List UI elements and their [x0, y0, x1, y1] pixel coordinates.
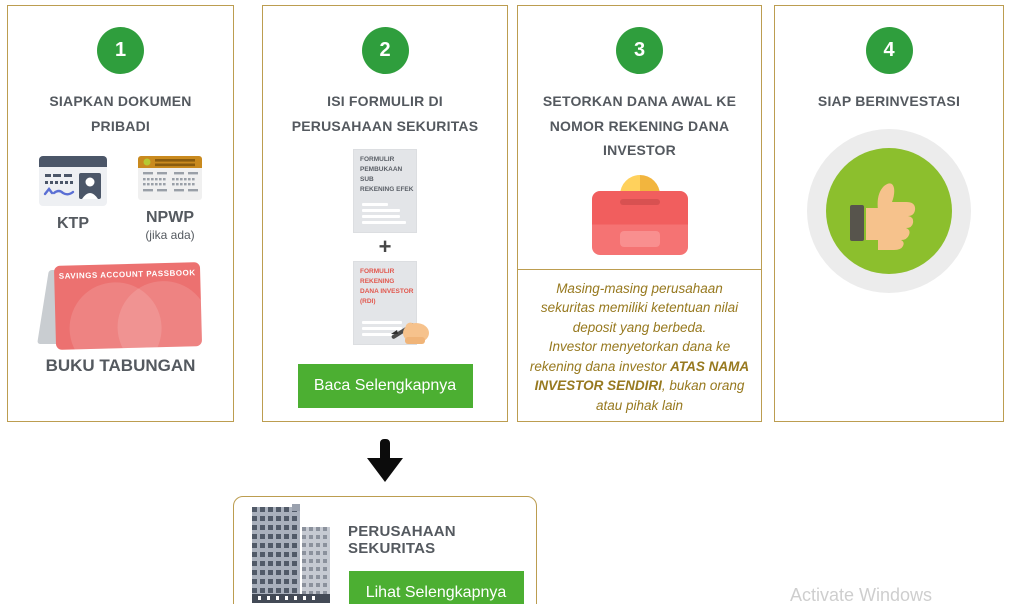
step-3-title: SETORKAN DANA AWAL KE NOMOR REKENING DANA INVESTOR: [542, 93, 737, 158]
plus-icon: +: [378, 234, 392, 259]
step-card-4: [774, 5, 1004, 422]
documents-row: [8, 156, 233, 242]
step-card-1: [7, 5, 234, 422]
step-number-badge: 3: [616, 27, 663, 74]
ktp-item: [39, 156, 107, 233]
step-number-badge: 1: [97, 27, 144, 74]
form-1-lines: [362, 200, 406, 224]
npwp-note: (jika ada): [145, 228, 195, 242]
activate-windows-watermark: Activate Windows: [790, 585, 933, 604]
step-1-title: SIAPKAN DOKUMEN PRIBADI: [49, 93, 192, 134]
perusahaan-sekuritas-card: [233, 496, 537, 604]
form-rekening-dana-investor-icon: [354, 262, 416, 344]
step-number-badge: 2: [362, 27, 409, 74]
savings-passbook-icon: [41, 264, 201, 348]
hand-signing-icon: [388, 313, 432, 350]
deposit-note: Masing-masing perusahaan sekuritas memiliki ketentuan nilai deposit yang berbeda. Investor menyetorkan dana ke rekening dana investor ATAS NAMA INVESTOR SENDIRI, bukan orang atau pihak lain: [529, 280, 750, 413]
ktp-label: KTP: [57, 215, 89, 232]
step-card-2: [262, 5, 508, 422]
lihat-selengkapnya-button[interactable]: Lihat Selengkapnya: [349, 571, 524, 604]
npwp-item: [138, 156, 202, 242]
wallet-body: [592, 191, 688, 255]
passbook-cover: [53, 262, 201, 350]
step-2-title: ISI FORMULIR DI PERUSAHAAN SEKURITAS: [291, 93, 479, 134]
office-building-icon: [252, 507, 336, 603]
npwp-tax-card-icon: [138, 156, 202, 205]
step-number-badge: 4: [866, 27, 913, 74]
passbook-label: BUKU TABUNGAN: [45, 356, 196, 375]
npwp-label: NPWP: [146, 209, 194, 226]
down-arrow-icon: [361, 436, 409, 491]
baca-selengkapnya-button[interactable]: Baca Selengkapnya: [298, 364, 473, 408]
form-2-text: FORMULIR REKENING DANA INVESTOR (RDI): [360, 268, 414, 306]
deposit-note-emphasis: ATAS NAMA INVESTOR SENDIRI: [534, 358, 750, 394]
form-1-text: FORMULIR PEMBUKAAN SUB REKENING EFEK: [360, 156, 414, 194]
bottom-card-title: PERUSAHAAN SEKURITAS: [348, 523, 456, 557]
form-sub-rekening-efek-icon: [354, 150, 416, 232]
step-card-3: [517, 5, 762, 422]
step-4-title: SIAP BERINVESTASI: [817, 93, 961, 109]
ktp-id-card-icon: [39, 156, 107, 211]
thumbs-up-icon: [806, 128, 972, 299]
wallet-coin-icon: [592, 175, 688, 255]
passbook-text: SAVINGS ACCOUNT PASSBOOK: [58, 268, 196, 281]
